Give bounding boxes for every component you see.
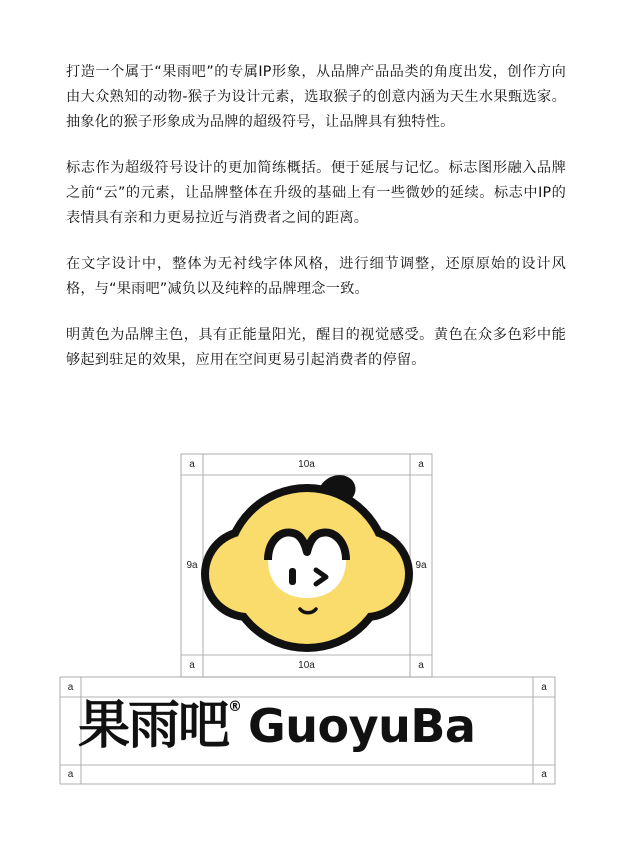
grid-unit-label: a: [189, 459, 195, 470]
grid-unit-label: a: [418, 660, 424, 671]
wordmark-chinese: 果雨吧: [78, 696, 229, 756]
logo-paragraph: 标志作为超级符号设计的更加简练概括。便于延展与记忆。标志图形融入品牌之前“云”的元素，让品牌整体在升级的基础上有一些微妙的延续。标志中IP的表情具有亲和力更易拉近与消费者之间的距离。: [66, 160, 566, 226]
wordmark-unit-label: a: [67, 682, 74, 693]
brand-wordmark: [78, 695, 475, 757]
wordmark-latin: GuoyuBa: [248, 699, 476, 753]
wordmark-unit-label: a: [67, 769, 74, 780]
wordmark-unit-label: a: [541, 682, 547, 693]
intro-paragraph: 打造一个属于“果雨吧”的专属IP形象，从品牌产品品类的角度出发，创作方向由大众熟知的动物-猴子为设计元素，选取猴子的创意内涵为天生水果甄选家。抽象化的猴子形象成为品牌的超级符号，让品牌具有独特性。: [66, 64, 566, 130]
grid-width-label: 10a: [298, 459, 315, 470]
grid-unit-label: a: [189, 660, 195, 671]
grid-width-label: 10a: [298, 660, 315, 671]
typography-paragraph: 在文字设计中，整体为无衬线字体风格，进行细节调整，还原原始的设计风格，与“果雨吧”减负以及纯粹的品牌理念一致。: [66, 256, 566, 297]
grid-height-label: 9a: [186, 560, 198, 571]
wordmark-unit-label: a: [541, 769, 547, 780]
registered-mark: ®: [228, 699, 243, 715]
grid-unit-label: a: [418, 459, 424, 470]
color-paragraph: 明黄色为品牌主色，具有正能量阳光，醒目的视觉感受。黄色在众多色彩中能够起到驻足的效果，应用在空间更易引起消费者的停留。: [66, 327, 566, 368]
grid-height-label: 9a: [415, 560, 427, 571]
